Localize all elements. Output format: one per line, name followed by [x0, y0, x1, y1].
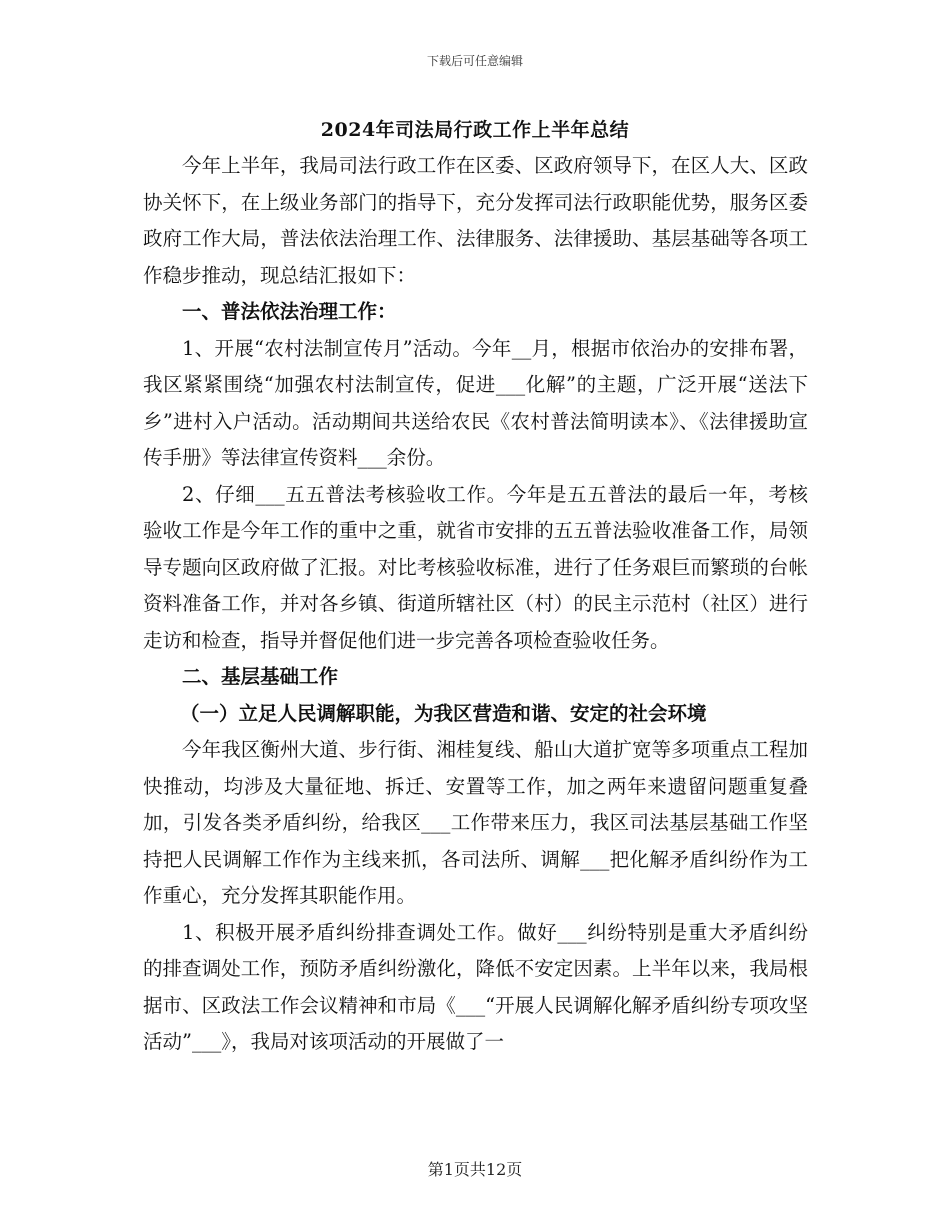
paragraph-4: 1、积极开展矛盾纠纷排查调处工作。做好___纠纷特别是重大矛盾纠纷的排查调处工作，预防矛盾纠纷激化，降低不安定因素。上半年以来，我局根据市、区政法工作会议精神和市局《___“开展人民调解化解矛盾纠纷专项攻坚活动”___》，我局对该项活动的开展做了一	[143, 920, 808, 1053]
document-body	[143, 148, 808, 1061]
paragraph-2: 2、仔细___五五普法考核验收工作。今年是五五普法的最后一年，考核验收工作是今年工作的重中之重，就省市安排的五五普法验收准备工作，局领导专题向区政府做了汇报。对比考核验收标准，进行了任务艰巨而繁琐的台帐资料准备工作，并对各乡镇、街道所辖社区（村）的民主示范村（社区）进行走访和检查，指导并督促他们进一步完善各项检查验收任务。	[143, 482, 808, 652]
paragraph-3: 今年我区衡州大道、步行街、湘桂复线、船山大道扩宽等多项重点工程加快推动，均涉及大量征地、拆迁、安置等工作，加之两年来遗留问题重复叠加，引发各类矛盾纠纷，给我区___工作带来压力，我区司法基层基础工作坚持把人民调解工作作为主线来抓，各司法所、调解___把化解矛盾纠纷作为工作重心，充分发挥其职能作用。	[143, 738, 808, 907]
subsection-heading-1: （一）立足人民调解职能，为我区营造和谐、安定的社会环境	[180, 701, 707, 725]
page-header: 下载后可任意编辑	[426, 54, 523, 68]
intro-paragraph: 今年上半年，我局司法行政工作在区委、区政府领导下，在区人大、区政协关怀下，在上级业务部门的指导下，充分发挥司法行政职能优势，服务区委政府工作大局，普法依法治理工作、法律服务、法律援助、基层基础等各项工作稳步推动，现总结汇报如下：	[143, 154, 808, 287]
document-title: 2024年司法局行政工作上半年总结	[320, 119, 630, 141]
page-footer: 第1页共12页	[427, 1160, 523, 1179]
section-heading-2: 二、基层基础工作	[182, 665, 339, 688]
section-heading-1: 一、普法依法治理工作：	[182, 300, 397, 323]
paragraph-1: 1、开展“农村法制宣传月”活动。今年__月，根据市依治办的安排布署，我区紧紧围绕“加强农村法制宣传，促进___化解”的主题，广泛开展“送法下乡”进村入户活动。活动期间共送给农民《农村普法简明读本》、《法律援助宣传手册》等法律宣传资料___余份。	[143, 336, 808, 469]
